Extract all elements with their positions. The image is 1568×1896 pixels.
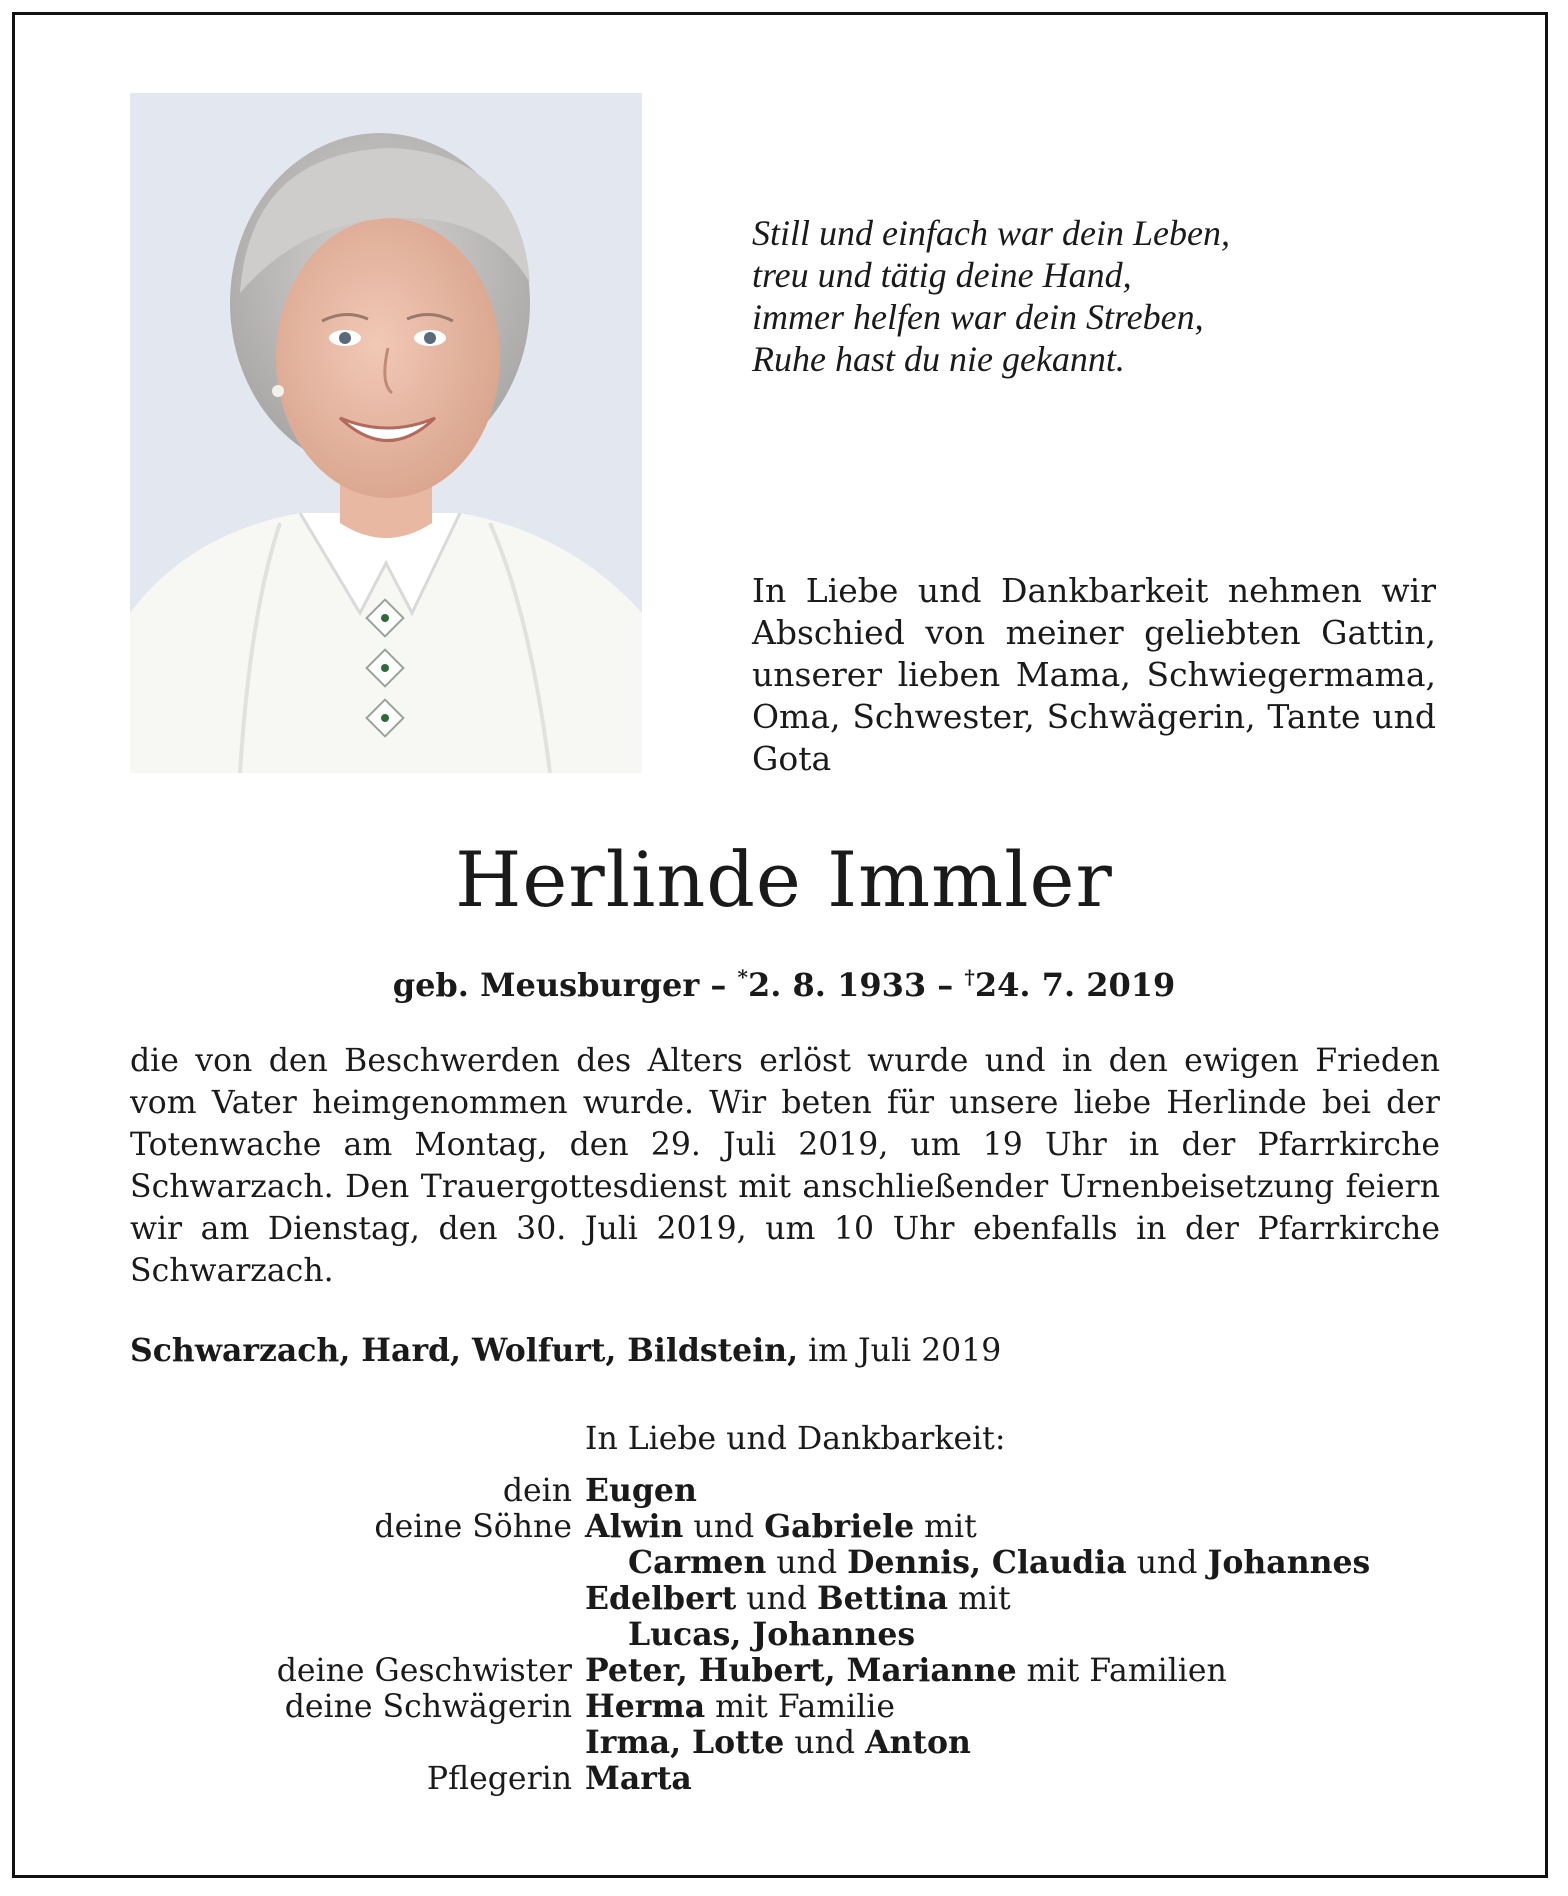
name: Peter, Hubert, Marianne [585,1652,1017,1689]
deceased-name: Herlinde Immler [455,835,1113,924]
month-year: im Juli 2019 [808,1333,1002,1369]
connector: und [693,1509,755,1545]
relation-label: dein [502,1473,572,1509]
connector: und [1136,1545,1198,1581]
connector: und [794,1725,856,1761]
poem-line: Still und einfach war dein Leben, [752,213,1230,253]
connector: und [746,1581,808,1617]
dash: – [937,966,954,1004]
connector: mit Familien [1026,1653,1227,1689]
birth-date: 2. 8. 1933 [747,966,927,1004]
name: Dennis, Claudia [847,1544,1127,1581]
relation-label: deine Söhne [374,1509,572,1545]
maiden-name: geb. Meusburger [392,966,700,1004]
poem [752,212,1512,380]
connector: mit [924,1509,977,1545]
name: Carmen [628,1544,767,1581]
connector: mit [958,1581,1011,1617]
family-row [0,1758,1568,1800]
name: Johannes [1207,1544,1371,1581]
place-and-date [130,1330,1130,1372]
name: Herma [585,1688,706,1725]
dash: – [710,966,727,1004]
towns: Schwarzach, Hard, Wolfurt, Bildstein, [130,1332,799,1369]
relation-label: deine Schwägerin [284,1689,572,1725]
relation-label: deine Geschwister [276,1653,572,1689]
connector: und [776,1545,838,1581]
connector: mit Familie [715,1689,896,1725]
name: Eugen [585,1472,697,1509]
relation-label: Pflegerin [426,1761,572,1797]
intro-text: In Liebe und Dankbarkeit nehmen wir Abschied von meiner geliebten Gattin, unserer lieben Mama, Schwiegermama, Oma, Schwester, Schwägerin, Tante und Gota [752,571,1436,778]
name: Marta [585,1760,692,1797]
life-dates [0,957,1568,1005]
death-date: 24. 7. 2019 [974,966,1176,1004]
name: Bettina [817,1580,949,1617]
name: Anton [865,1724,971,1761]
poem-line: treu und tätig deine Hand, [752,255,1132,295]
name: Lucas, Johannes [628,1616,916,1653]
name: Edelbert [585,1580,737,1617]
portrait-illustration [130,93,642,773]
thanks-heading: In Liebe und Dankbarkeit: [585,1421,1006,1457]
poem-line: immer helfen war dein Streben, [752,297,1204,337]
death-symbol: † [964,965,975,989]
name: Alwin [585,1508,684,1545]
body-text: die von den Beschwerden des Alters erlöst wurde und in den ewigen Frieden vom Vater heimgenommen wurde. Wir beten für unsere liebe Herlinde bei der Totenwache am Montag, den 29. Juli 2019, um 19 Uhr in der Pfarrkirche Schwarzach. Den Trauergottesdienst mit anschließender Urnenbeisetzung feiern wir am Dienstag, den 30. Juli 2019, um 10 Uhr ebenfalls in der Pfarrkirche Schwarzach. [130,1043,1440,1289]
birth-symbol: * [737,965,748,989]
poem-line: Ruhe hast du nie gekannt. [752,339,1125,379]
name: Gabriele [764,1508,915,1545]
name: Irma, Lotte [585,1724,785,1761]
family-names [585,1758,692,1800]
portrait-photo [130,93,642,773]
